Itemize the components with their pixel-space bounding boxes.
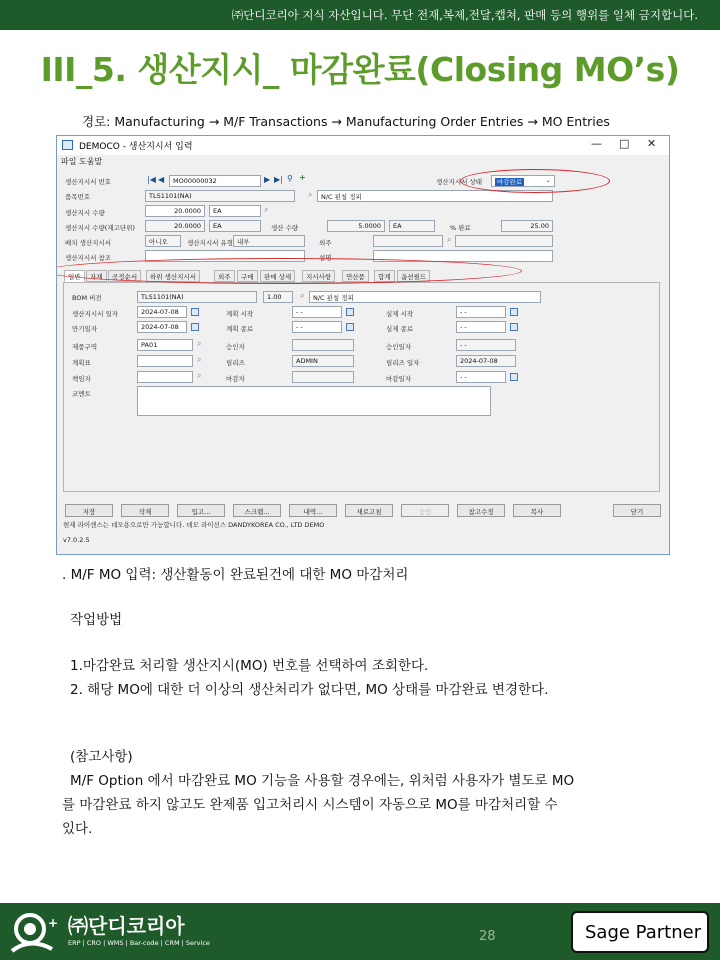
due-date-label: 만기일자 [72, 325, 98, 333]
plan-start-field[interactable]: - - [292, 306, 342, 318]
tab-routing[interactable]: 공정순서 [108, 270, 141, 282]
tab-optional-fields[interactable]: 옵션필드 [397, 270, 430, 282]
tab-sales-detail[interactable]: 판매 상세 [260, 270, 295, 282]
closer-label: 마감자 [226, 375, 245, 383]
tab-totals[interactable]: 합계 [374, 270, 395, 282]
area-finder-icon[interactable]: ⌕ [197, 339, 202, 348]
copyright-notice: ㈜단디코리아 지식 자산입니다. 무단 전재,복제,전달,캡쳐, 판매 등의 행위를 일체 금지합니다. [231, 8, 698, 22]
owner-finder-icon[interactable]: ⌕ [197, 371, 202, 380]
approver-field [292, 339, 354, 351]
actual-start-field[interactable]: - - [456, 306, 506, 318]
uom-finder-icon[interactable]: ⌕ [264, 205, 269, 214]
outsource-field [373, 235, 443, 247]
percent-complete-label: % 완료 [450, 224, 471, 232]
last-record-icon[interactable]: ▶| [274, 175, 283, 184]
sage-partner-badge [571, 911, 709, 953]
bom-finder-icon[interactable]: ⌕ [300, 291, 305, 300]
calendar-icon[interactable] [191, 308, 199, 316]
general-tab-panel [63, 282, 660, 492]
owner-field[interactable] [137, 371, 193, 383]
maximize-button[interactable]: □ [619, 137, 630, 150]
mo-type-field: 내부 [233, 235, 305, 247]
product-area-label: 제품구역 [72, 343, 98, 351]
scrap-button[interactable]: 스크랩... [233, 504, 281, 517]
tab-sub-mo[interactable]: 하위 생산지시서 [146, 270, 200, 282]
calendar-icon[interactable] [510, 308, 518, 316]
bom-description: N/C 핀칭 정피 [309, 291, 541, 303]
step-1: 1.마감완료 처리할 생산지시(MO) 번호를 선택하여 조회한다. [70, 658, 429, 674]
mo-qty-field[interactable]: 20.0000 [145, 205, 205, 217]
note-line-1: M/F Option 에서 마감완료 MO 기능을 사용할 경우에는, 위처럼 사용자가 별도로 MO [70, 773, 575, 789]
produced-qty-field: 5.0000 [327, 220, 385, 232]
item-label: 품목번호 [65, 193, 91, 201]
approve-date-label: 승인일자 [386, 343, 412, 351]
produced-qty-label: 생산 수량 [271, 224, 299, 232]
approve-date-field: - - [456, 339, 516, 351]
tab-co-products[interactable]: 연산품 [342, 270, 369, 282]
releaser-field: ADMIN [292, 355, 354, 367]
prev-record-icon[interactable]: ◀ [158, 175, 165, 184]
tab-purchase[interactable]: 구매 [237, 270, 258, 282]
mo-qty-base-field: 20.0000 [145, 220, 205, 232]
menu-path: 경로: Manufacturing → M/F Transactions → Manufacturing Order Entries → MO Entries [82, 114, 610, 129]
finder-icon[interactable]: ⌕ [308, 190, 313, 199]
copy-button[interactable]: 복사 [513, 504, 561, 517]
close-date-field[interactable]: - - [456, 371, 506, 383]
app-icon [62, 140, 73, 150]
description-line: . M/F MO 입력: 생산활동이 완료된건에 대한 MO 마감처리 [62, 567, 409, 583]
plan-end-field[interactable]: - - [292, 321, 342, 333]
svg-text:+: + [48, 916, 59, 930]
company-name: ㈜단디코리아 [68, 914, 185, 938]
close-button[interactable]: 닫기 [613, 504, 661, 517]
owner-label: 책임자 [72, 375, 91, 383]
calendar-icon[interactable] [346, 308, 354, 316]
close-date-label: 마감일자 [386, 375, 412, 383]
chevron-down-icon: ⌄ [545, 176, 551, 184]
top-banner [0, 0, 720, 30]
batch-mo-field: 아니오 [145, 235, 181, 247]
version-label: v7.0.2.5 [63, 536, 90, 544]
approve-button[interactable]: 승인 [401, 504, 449, 517]
mo-qty-label: 생산지시 수량 [65, 209, 105, 217]
mo-qty-base-uom: EA [209, 220, 261, 232]
menu-bar [57, 155, 669, 169]
sage-partner-text: Sage Partner [585, 922, 702, 943]
bom-label: BOM 버전 [72, 294, 102, 302]
mo-date-field[interactable]: 2024-07-08 [137, 306, 187, 318]
refresh-button[interactable]: 새로고침 [345, 504, 393, 517]
description-label: 설명 [319, 254, 332, 262]
next-record-icon[interactable]: ▶ [264, 175, 271, 184]
mo-status-value: 마감완료 [497, 178, 523, 186]
step-2: 2. 해당 MO에 대한 더 이상의 생산처리가 없다면, MO 상태를 마감완료 변경한다. [70, 682, 549, 698]
calendar-icon[interactable] [510, 373, 518, 381]
batch-mo-label: 배치 생산지시서 [65, 239, 112, 247]
history-button[interactable]: 내역... [289, 504, 337, 517]
note-line-3: 있다. [62, 821, 93, 837]
mo-qty-base-label: 생산지시 수량(재고단위) [65, 224, 135, 232]
due-date-field[interactable]: 2024-07-08 [137, 321, 187, 333]
company-tagline: ERP | CRO | WMS | Bar-code | CRM | Service [68, 939, 210, 947]
actual-start-label: 실제 시작 [386, 310, 414, 318]
tabs-highlight-oval [56, 258, 522, 284]
status-highlight-oval [460, 169, 610, 193]
comment-label: 코멘트 [72, 390, 91, 398]
calendar-icon[interactable] [510, 323, 518, 331]
mo-number-field[interactable]: MO00000032 [169, 175, 261, 187]
mo-type-label: 생산지시서 유형 [187, 239, 234, 247]
bom-version-field: 1.00 [263, 291, 293, 303]
save-button[interactable]: 저장 [65, 504, 113, 517]
approver-label: 승인자 [226, 343, 245, 351]
calendar-icon[interactable] [346, 323, 354, 331]
percent-complete-field: 25.00 [501, 220, 553, 232]
plan-end-label: 계획 종료 [226, 325, 254, 333]
outsource-label: 외주 [319, 239, 332, 247]
mo-qty-uom[interactable]: EA [209, 205, 261, 217]
release-date-field: 2024-07-08 [456, 355, 516, 367]
bom-field: TLS1101(NA) [137, 291, 257, 303]
receipt-button[interactable]: 입고... [177, 504, 225, 517]
license-status: 현재 라이센스는 데모용으로만 가능합니다. 데모 라이선스 DANDYKOREA CO., LTD DEMO [63, 521, 325, 529]
calendar-icon[interactable] [191, 323, 199, 331]
actual-end-label: 실제 종료 [386, 325, 414, 333]
produced-qty-uom: EA [389, 220, 435, 232]
mo-status-label: 생산지시서 상태 [436, 178, 483, 186]
comment-textarea[interactable] [137, 386, 491, 416]
window-title: DEMOCO - 생산지시서 입력 [79, 142, 193, 152]
note-line-2: 를 마감완료 하지 않고도 완제품 입고처리시 시스템이 자동으로 MO를 마감처리할 수 [62, 797, 558, 813]
first-record-icon[interactable]: |◀ [147, 175, 156, 184]
product-area-field[interactable]: PA01 [137, 339, 193, 351]
company-logo-icon [8, 911, 60, 955]
tab-instructions[interactable]: 지시사항 [302, 270, 335, 282]
item-description: N/C 핀칭 정피 [317, 190, 553, 202]
closer-field [292, 371, 354, 383]
window-titlebar [57, 136, 669, 155]
tab-materials[interactable]: 자재 [86, 270, 107, 282]
mo-date-label: 생산지시서 일자 [72, 310, 119, 318]
outsource-desc [455, 235, 553, 247]
releaser-label: 릴리즈 [226, 359, 245, 367]
plan-start-label: 계획 시작 [226, 310, 254, 318]
mo-number-label: 생산지시서 번호 [65, 178, 112, 186]
item-field[interactable]: TLS1101(NA) [145, 190, 295, 202]
footer-bar [0, 903, 720, 960]
page-number: 28 [479, 929, 496, 944]
mo-entry-window [56, 135, 670, 555]
ref-edit-button[interactable]: 참고수정 [457, 504, 505, 517]
page-title: III_5. 생산지시_ 마감완료(Closing MO’s) [40, 50, 680, 89]
tab-general[interactable]: 일반 [64, 270, 85, 282]
close-window-button[interactable]: ✕ [647, 137, 657, 150]
tab-outsource[interactable]: 외주 [214, 270, 235, 282]
planner-finder-icon[interactable]: ⌕ [197, 355, 202, 364]
mo-reference-label: 생산지시서 참조 [65, 254, 112, 262]
menu-file-help[interactable]: 파일 도움말 [61, 157, 103, 166]
search-icon[interactable]: ⚲ [287, 174, 293, 183]
minimize-button[interactable]: — [591, 137, 602, 150]
planner-field[interactable] [137, 355, 193, 367]
add-icon[interactable]: + [299, 173, 306, 182]
delete-button[interactable]: 삭제 [121, 504, 169, 517]
note-heading: (참고사항) [70, 749, 133, 765]
method-heading: 작업방법 [70, 612, 123, 628]
release-date-label: 릴리즈 일자 [386, 359, 420, 367]
actual-end-field[interactable]: - - [456, 321, 506, 333]
outsource-finder-icon[interactable]: ⌕ [447, 235, 452, 244]
planner-label: 계획표 [72, 359, 91, 367]
